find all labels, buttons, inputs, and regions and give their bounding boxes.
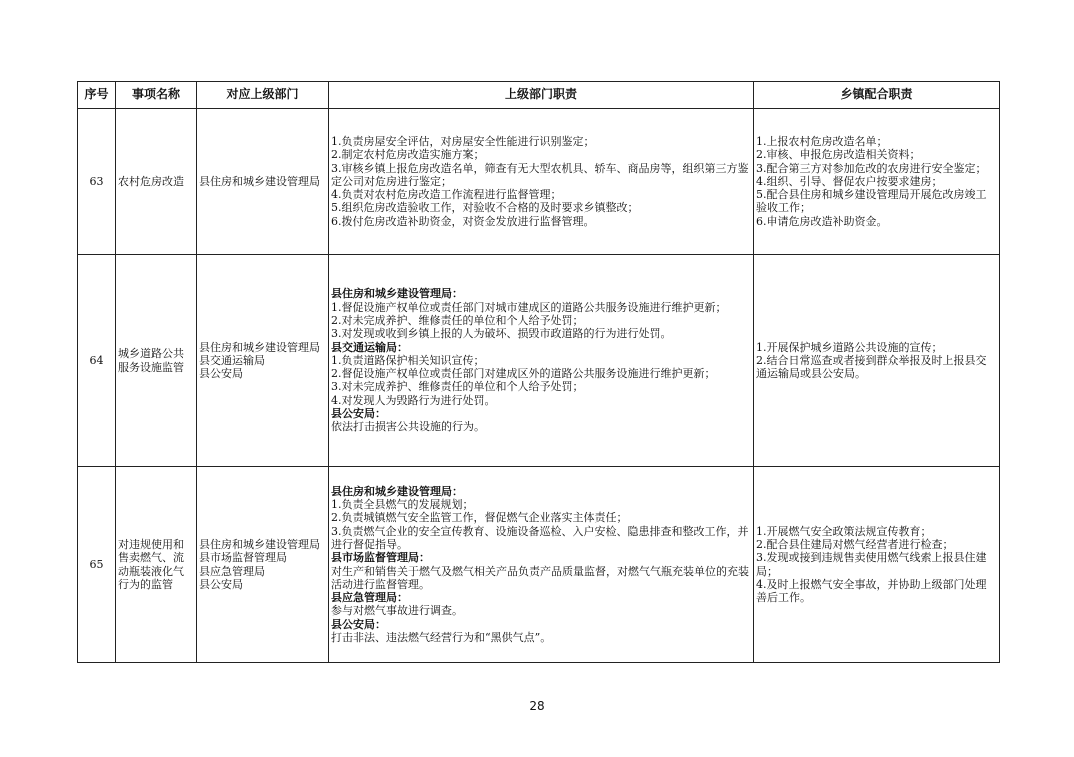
department-name: 县住房和城乡建设管理局 <box>199 537 320 551</box>
serial-number-cell: 65 <box>78 467 116 663</box>
duty-line: 1.负责房屋安全评估，对房屋安全性能进行识别鉴定； <box>331 134 595 148</box>
township-duty-line: 1.上报农村危房改造名单； <box>756 134 888 148</box>
township-duty-line: 2.配合县住建局对燃气经营者进行检查； <box>756 537 954 551</box>
department-heading: 县市场监督管理局： <box>331 551 430 565</box>
duty-line: 1.督促设施产权单位或责任部门对城市建成区的道路公共服务设施进行维护更新； <box>331 300 727 314</box>
duty-line: 2.制定农村危房改造实施方案； <box>331 148 485 162</box>
township-duty-line: 4.组织、引导、督促农户按要求建房； <box>756 174 943 188</box>
township-duty-line: 2.结合日常巡查或者接到群众举报及时上报县交通运输局或县公安局。 <box>756 353 987 381</box>
duty-line: 5.组织危房改造验收工作，对验收不合格的及时要求乡镇整改； <box>331 201 639 215</box>
duty-line: 2.对未完成养护、维修责任的单位和个人给予处罚； <box>331 313 584 327</box>
duty-line: 2.负责城镇燃气安全监管工作，督促燃气企业落实主体责任； <box>331 511 628 525</box>
duty-line: 6.拨付危房改造补助资金，对资金发放进行监督管理。 <box>331 214 595 228</box>
department-name: 县住房和城乡建设管理局 <box>199 340 320 354</box>
duty-line: 参与对燃气事故进行调查。 <box>331 604 463 618</box>
header-township-duties: 乡镇配合职责 <box>754 82 1000 109</box>
department-heading: 县应急管理局： <box>331 591 408 605</box>
township-duty-line: 1.开展燃气安全政策法规宣传教育； <box>756 524 932 538</box>
township-duty-line: 3.发现或接到违规售卖使用燃气线索上报县住建局； <box>756 551 987 578</box>
department-name: 县公安局 <box>199 577 243 591</box>
duty-table <box>77 81 1000 663</box>
duty-line: 1.负责道路保护相关知识宣传； <box>331 353 485 367</box>
superior-department-cell <box>197 109 329 255</box>
superior-duties-cell <box>329 109 754 255</box>
duty-line: 1.负责全县燃气的发展规划； <box>331 498 474 512</box>
duty-line: 3.审核乡镇上报危房改造名单，筛查有无大型农机具、轿车、商品房等，组织第三方鉴定公司对危房进行鉴定； <box>331 161 749 188</box>
township-duty-line: 1.开展保护城乡道路公共设施的宣传； <box>756 340 943 354</box>
serial-number-cell: 64 <box>78 255 116 467</box>
township-duties-cell <box>754 467 1000 663</box>
department-heading: 县公安局： <box>331 407 386 421</box>
duty-line: 2.督促设施产权单位或责任部门对建成区外的道路公共服务设施进行维护更新； <box>331 367 716 381</box>
item-name-cell: 城乡道路公共服务设施监管 <box>116 255 197 467</box>
superior-duties-cell <box>329 467 754 663</box>
table-row <box>78 467 1000 663</box>
duty-line: 3.对发现或收到乡镇上报的人为破坏、损毁市政道路的行为进行处罚。 <box>331 327 672 341</box>
department-name: 县交通运输局 <box>199 353 265 367</box>
township-duties-cell <box>754 255 1000 467</box>
department-name: 县应急管理局 <box>199 564 265 578</box>
duty-line: 3.对未完成养护、维修责任的单位和个人给予处罚； <box>331 380 584 394</box>
serial-number-cell: 63 <box>78 109 116 255</box>
table-row <box>78 255 1000 467</box>
township-duty-line: 5.配合县住房和城乡建设管理局开展危改房竣工验收工作； <box>756 188 987 215</box>
header-row <box>78 82 1000 109</box>
header-item-name: 事项名称 <box>116 82 197 109</box>
duty-line: 打击非法、违法燃气经营行为和“黑供气点”。 <box>331 630 552 644</box>
department-name: 县公安局 <box>199 367 243 381</box>
department-heading: 县公安局： <box>331 617 386 631</box>
duty-line: 4.对发现人为毁路行为进行处罚。 <box>331 393 496 407</box>
superior-department-cell <box>197 255 329 467</box>
duty-line: 4.负责对农村危房改造工作流程进行监督管理； <box>331 188 562 202</box>
township-duty-line: 3.配合第三方对参加危改的农房进行安全鉴定； <box>756 161 987 175</box>
department-name: 县市场监督管理局 <box>199 551 287 565</box>
township-duties-cell <box>754 109 1000 255</box>
township-duty-line: 6.申请危房改造补助资金。 <box>756 214 888 228</box>
superior-duties-cell <box>329 255 754 467</box>
duty-line: 对生产和销售关于燃气及燃气相关产品负责产品质量监督，对燃气气瓶充装单位的充装活动进行监督管理。 <box>331 564 749 591</box>
item-name-cell: 农村危房改造 <box>116 109 197 255</box>
township-duty-line: 4.及时上报燃气安全事故，并协助上级部门处理善后工作。 <box>756 577 987 605</box>
item-name-cell: 对违规使用和售卖燃气、流动瓶装液化气行为的监管 <box>116 467 197 663</box>
header-superior-department: 对应上级部门 <box>197 82 329 109</box>
department-heading: 县交通运输局： <box>331 340 408 354</box>
department-heading: 县住房和城乡建设管理局： <box>331 484 463 498</box>
township-duty-line: 2.审核、申报危房改造相关资料； <box>756 148 921 162</box>
department-name: 县住房和城乡建设管理局 <box>199 174 320 188</box>
page-number: 28 <box>529 699 545 713</box>
table-row <box>78 109 1000 255</box>
duty-line: 3.负责燃气企业的安全宣传教育、设施设备巡检、入户安检、隐患排查和整改工作，并进行督促指导。 <box>331 524 749 551</box>
header-serial-number: 序号 <box>78 82 116 109</box>
superior-department-cell <box>197 467 329 663</box>
header-superior-duties: 上级部门职责 <box>329 82 754 109</box>
department-heading: 县住房和城乡建设管理局： <box>331 287 463 301</box>
duty-line: 依法打击损害公共设施的行为。 <box>331 420 485 434</box>
